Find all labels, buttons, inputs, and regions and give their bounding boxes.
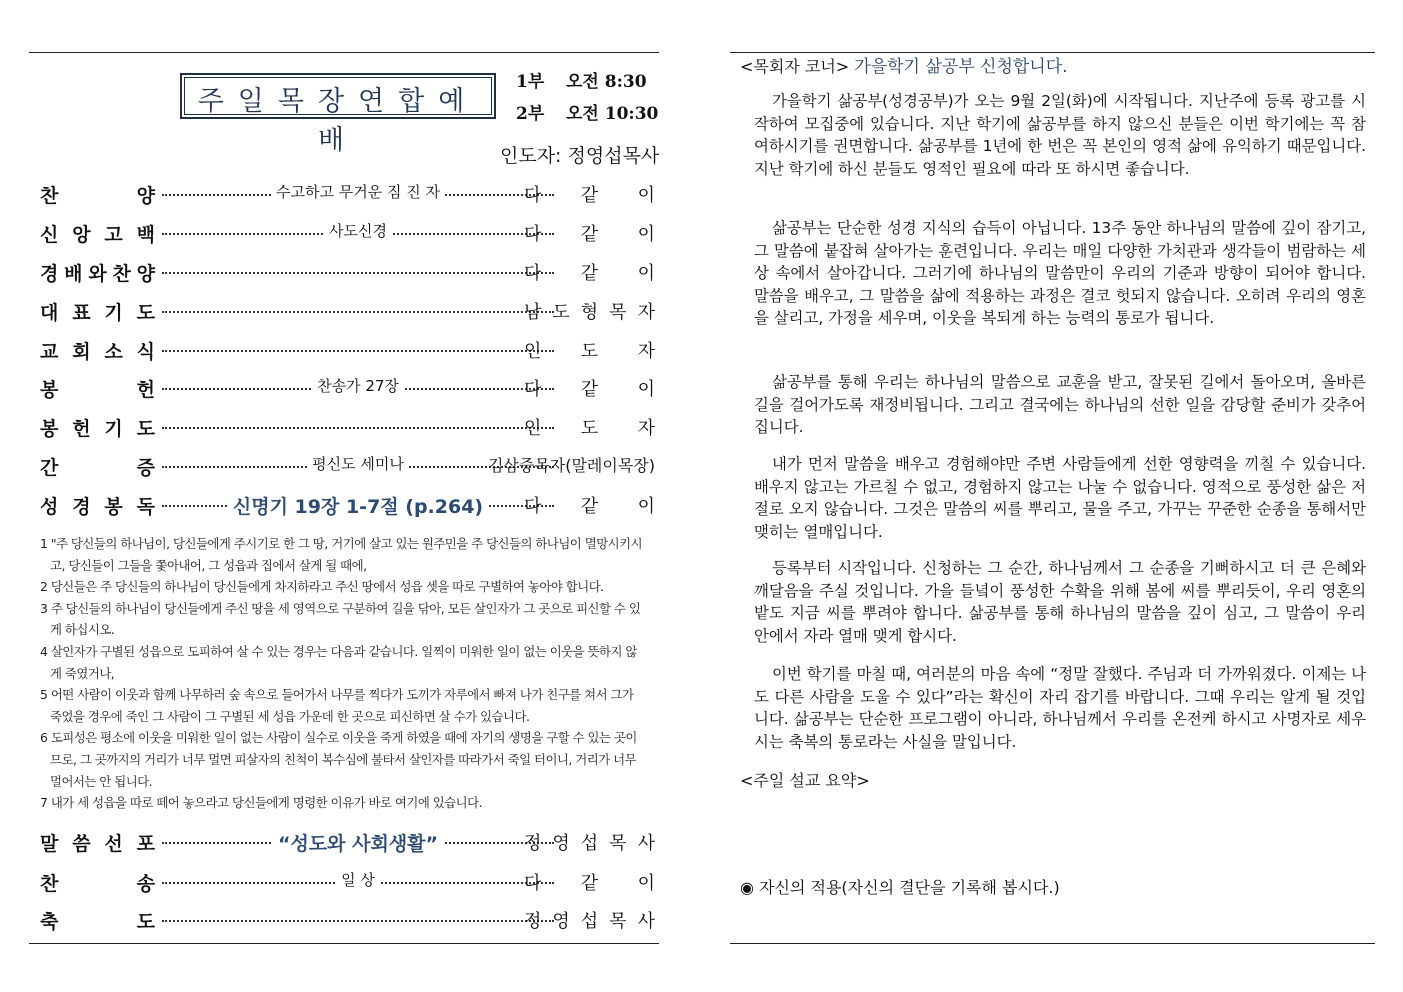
order-item-detail: [162, 181, 554, 202]
verse: 6 도피성은 평소에 이웃을 미워한 일이 없는 사람이 실수로 이웃을 죽게 하였을 때에 자기의 생명을 구할 수 있는 곳이므로, 그 곳까지의 거리가 너무 멀면 피살자의 친척이 복수심에 불타서 살인자를 따라가서 죽일 터이니, 거리가 너무 멀어서는 안 됩니다.: [40, 730, 637, 789]
right-bottom-rule: [730, 943, 1375, 944]
order-label-char: 간: [40, 457, 59, 479]
order-person-char: 이: [637, 379, 655, 400]
order-label: [40, 220, 155, 247]
order-item-detail-text: 평신도 세미나: [307, 455, 409, 473]
order-row: [40, 375, 655, 403]
scripture-verses: [40, 533, 646, 814]
corner-title: 가을학기 삶공부 신청합니다.: [854, 57, 1068, 77]
order-item-person: [524, 869, 655, 895]
order-person-char: 영: [552, 911, 570, 932]
order-label-char: 배: [64, 263, 83, 285]
column-paragraph: 이번 학기를 마칠 때, 여러분의 마음 속에 “정말 잘했다. 주님과 더 가까워졌다. 이제는 나도 다른 사람을 도울 수 있다”라는 확신이 자리 잡기를 바랍니다. 그때 우리는 알게 될 것입니다. 삶공부는 단순한 프로그램이 아니라, 하나님께서 우리를 온전케 하시고 사명자로 세우시는 축복의 통로라는 사실을 말입니다.: [754, 665, 1366, 751]
order-person-char: 다: [524, 496, 542, 517]
order-label-char: 찬: [112, 263, 131, 285]
order-person-char: 이: [637, 263, 655, 284]
order-person-char: 목: [609, 911, 627, 932]
order-row: [40, 220, 655, 248]
column-paragraph: 가을학기 삶공부(성경공부)가 오는 9월 2일(화)에 시작됩니다. 지난주에 등록 광고를 시작하여 모집중에 있습니다. 지난 학기에 삶공부를 하지 않으신 분들은 이번 학기에는 꼭 참여하시기를 권면합니다. 삶공부를 1년에 한 번은 꼭 본인의 영적 삶에 유익하기 때문입니다. 지난 학기에 하신 분들도 영적인 필요에 따라 또 하시면 좋습니다.: [754, 92, 1366, 178]
order-label: [40, 375, 155, 402]
order-label-char: 양: [136, 185, 155, 207]
order-person-char: 형: [580, 302, 599, 323]
pastor-corner-heading: [740, 52, 1068, 77]
order-person-char: 사: [637, 833, 655, 854]
order-label-char: 와: [88, 263, 107, 285]
order-person-char: 이: [637, 224, 655, 245]
order-person-char: 다: [524, 873, 542, 894]
order-label-char: 말: [40, 833, 59, 855]
order-label: [40, 907, 155, 934]
order-item-person: [524, 298, 655, 324]
service-time-2: [516, 99, 659, 124]
order-item-detail-text: 사도신경: [324, 222, 392, 240]
order-label: [40, 453, 155, 480]
verse: 5 어떤 사람이 이웃과 함께 나무하러 숲 속으로 들어가서 나무를 찍다가 도끼가 자루에서 빠져 나가 친구를 쳐서 그가 죽었을 경우에 죽인 그 사람이 그 구별된 세 성읍 가운데 한 곳으로 피신하면 살 수가 있습니다.: [40, 687, 634, 724]
dot-leader: [162, 920, 554, 922]
order-label-char: 식: [136, 341, 155, 363]
order-label-char: 봉: [40, 418, 59, 440]
verse: 2 당신들은 주 당신들의 하나님이 당신들에게 차지하라고 주신 땅에서 성읍 셋을 따로 구별하여 놓아야 합니다.: [40, 579, 604, 595]
order-label-char: 찬: [40, 185, 59, 207]
dot-leader: [162, 311, 554, 313]
order-row: [40, 829, 655, 857]
order-person-char: 자: [637, 302, 655, 323]
order-person-char: 자: [637, 341, 655, 362]
order-row: [40, 337, 655, 365]
order-item-detail-text: 일 상: [336, 871, 380, 889]
order-item-detail: [162, 220, 554, 241]
service-part-1: 1부: [516, 72, 545, 92]
order-item-person: [524, 492, 655, 518]
order-label-char: 고: [104, 224, 123, 246]
order-person-char: 영: [552, 833, 570, 854]
order-label-char: 기: [104, 302, 123, 324]
order-label-char: 경: [40, 263, 59, 285]
order-person-char: 이: [637, 496, 655, 517]
order-person-text: 김삼중목자(말레이목장): [487, 456, 655, 475]
order-label-char: 증: [136, 457, 155, 479]
order-person-char: 섭: [580, 833, 599, 854]
order-person-char: 다: [524, 224, 542, 245]
order-item-detail-text: 찬송가 27장: [312, 377, 404, 395]
order-label-char: 봉: [40, 379, 59, 401]
order-item-person: [524, 907, 655, 933]
order-label: [40, 492, 155, 519]
order-person-char: 같: [580, 496, 599, 517]
order-row: [40, 492, 655, 520]
dot-leader: [162, 350, 554, 352]
order-person-char: 도: [580, 341, 599, 362]
order-label-char: 독: [136, 496, 155, 518]
order-person-char: 정: [524, 911, 542, 932]
order-label-char: 기: [104, 418, 123, 440]
order-label-char: 회: [72, 341, 91, 363]
order-label-char: 도: [136, 418, 155, 440]
order-label-char: 도: [136, 911, 155, 933]
order-item-detail: [162, 829, 554, 856]
order-label-char: 경: [72, 496, 91, 518]
order-item-person: [524, 337, 655, 363]
order-person-char: 같: [580, 224, 599, 245]
order-label-char: 송: [136, 873, 155, 895]
order-label-char: 양: [136, 263, 155, 285]
order-item-detail-text: 신명기 19장 1-7절 (p.264): [228, 496, 488, 518]
order-person-char: 이: [637, 185, 655, 206]
order-label-char: 표: [72, 302, 91, 324]
order-label-char: 헌: [136, 379, 155, 401]
order-person-char: 다: [524, 379, 542, 400]
order-item-person: [524, 414, 655, 440]
order-label: [40, 337, 155, 364]
left-bottom-rule: [29, 943, 659, 944]
order-item-detail: [162, 375, 554, 396]
order-label: [40, 298, 155, 325]
order-person-char: 같: [580, 873, 599, 894]
order-label-char: 백: [136, 224, 155, 246]
verse: 1 "주 당신들의 하나님이, 당신들에게 주시기로 한 그 땅, 거기에 살고 있는 원주민을 주 당신들의 하나님이 멸망시키시고, 당신들이 그들을 쫓아내어, 그 성읍과 집에서 살게 될 때에,: [40, 536, 643, 573]
column-paragraph: 삶공부를 통해 우리는 하나님의 말씀으로 교훈을 받고, 잘못된 길에서 돌아오며, 올바른 길을 걸어가도록 재정비됩니다. 그리고 결국에는 하나님의 선한 일을 감당할 준비가 갖추어집니다.: [754, 373, 1366, 437]
order-label-char: 찬: [40, 873, 59, 895]
order-person-char: 섭: [580, 911, 599, 932]
verse: 7 내가 세 성읍을 따로 떼어 놓으라고 당신들에게 명령한 이유가 바로 여기에 있습니다.: [40, 795, 483, 811]
order-label: [40, 829, 155, 856]
sermon-summary-heading: <주일 설교 요약>: [740, 771, 870, 790]
service-title-box: [180, 73, 496, 156]
order-row: [40, 869, 655, 897]
order-label-char: 씀: [72, 833, 91, 855]
order-row: [40, 453, 655, 481]
order-item-detail: [162, 869, 554, 890]
order-label-char: 봉: [104, 496, 123, 518]
order-label-char: 소: [104, 341, 123, 363]
order-person-char: 이: [637, 873, 655, 894]
column-paragraph: 내가 먼저 말씀을 배우고 경험해야만 주변 사람들에게 선한 영향력을 끼칠 수 있습니다. 배우지 않고는 가르칠 수 없고, 경험하지 않고는 나눌 수 없습니다. 영적으로 풍성한 삶은 저절로 오지 않습니다. 그것은 말씀의 씨를 뿌리고, 물을 주고, 가꾸는 꾸준한 순종을 통해서만 맺히는 열매입니다.: [754, 455, 1366, 541]
order-item-person: [524, 181, 655, 207]
order-label-char: 대: [40, 302, 59, 324]
order-person-char: 인: [524, 341, 542, 362]
order-item-person: [524, 220, 655, 246]
order-person-char: 도: [552, 302, 570, 323]
left-top-rule: [29, 52, 659, 53]
order-person-char: 같: [580, 379, 599, 400]
order-label-char: 헌: [72, 418, 91, 440]
order-label: [40, 869, 155, 896]
order-label-char: 축: [40, 911, 59, 933]
order-label-char: 앙: [72, 224, 91, 246]
order-person-char: 도: [580, 418, 599, 439]
order-person-char: 사: [637, 911, 655, 932]
order-person-char: 남: [524, 302, 542, 323]
order-label-char: 도: [136, 302, 155, 324]
order-person-char: 정: [524, 833, 542, 854]
order-label-char: 신: [40, 224, 59, 246]
service-time-value-1: 오전 8:30: [566, 72, 647, 92]
column-paragraph: 삶공부는 단순한 성경 지식의 습득이 아닙니다. 13주 동안 하나님의 말씀에 깊이 잠기고, 그 말씀에 붙잡혀 살아가는 훈련입니다. 우리는 매일 다양한 가치관과 생각들이 범람하는 세상 속에서 살아갑니다. 그러기에 하나님의 말씀만이 우리의 기준과 방향이 되어야 합니다. 말씀을 배우고, 그 말씀을 삶에 적용하는 과정은 결코 헛되지 않습니다. 오히려 우리의 영혼을 살리고, 가정을 세우며, 이웃을 복되게 하는 능력의 통로가 됩니다.: [754, 219, 1366, 328]
order-label-char: 선: [104, 833, 123, 855]
order-person-char: 다: [524, 185, 542, 206]
order-label: [40, 414, 155, 441]
order-label: [40, 259, 155, 286]
order-item-detail-text: “성도와 사회생활”: [273, 833, 443, 855]
order-item-person: [524, 375, 655, 401]
order-person-char: 다: [524, 263, 542, 284]
order-row: [40, 298, 655, 326]
order-item-person: [524, 829, 655, 855]
order-row: [40, 181, 655, 209]
order-row: [40, 259, 655, 287]
order-item-detail-text: 수고하고 무거운 짐 진 자: [271, 183, 445, 201]
order-row: [40, 414, 655, 442]
order-label-char: 성: [40, 496, 59, 518]
verse: 4 살인자가 구별된 성읍으로 도피하여 살 수 있는 경우는 다음과 같습니다. 일찍이 미워한 일이 없는 이웃을 뜻하지 않게 죽였거나,: [40, 643, 637, 681]
order-person-char: 인: [524, 418, 542, 439]
order-item-person: [524, 259, 655, 285]
order-person-char: 같: [580, 185, 599, 206]
dot-leader: [162, 272, 554, 274]
order-person-char: 같: [580, 263, 599, 284]
order-item-person: [470, 453, 655, 476]
order-row: [40, 907, 655, 935]
leader: 인도자: 정영섭목사: [500, 145, 660, 167]
service-title: 주일목장연합예배: [197, 86, 479, 156]
corner-prefix: <목회자 코너>: [740, 57, 850, 76]
column-paragraph: 등록부터 시작입니다. 신청하는 그 순간, 하나님께서 그 순종을 기뻐하시고 더 큰 은혜와 깨달음을 주실 것입니다. 가을 들녘이 풍성한 수확을 위해 봄에 씨를 뿌리듯이, 우리 영혼의 밭도 지금 씨를 뿌려야 합니다. 삶공부를 통해 하나님의 말씀을 깊이 심고, 그 말씀이 우리 안에서 자라 열매 맺게 합시다.: [754, 559, 1366, 645]
order-label-char: 포: [136, 833, 155, 855]
order-label: [40, 181, 155, 208]
service-time-1: [516, 67, 647, 92]
personal-application: ◉ 자신의 적용(자신의 결단을 기록해 봅시다.): [740, 878, 1060, 897]
order-person-char: 목: [609, 302, 627, 323]
service-part-2: 2부: [516, 104, 545, 124]
dot-leader: [162, 427, 554, 429]
order-person-char: 목: [609, 833, 627, 854]
order-person-char: 자: [637, 418, 655, 439]
order-label-char: 교: [40, 341, 59, 363]
service-time-value-2: 오전 10:30: [566, 104, 659, 124]
order-item-detail: [162, 492, 554, 519]
verse: 3 주 당신들의 하나님이 당신들에게 주신 땅을 세 영역으로 구분하여 길을 닦아, 모든 살인자가 그 곳으로 피신할 수 있게 하십시오.: [40, 600, 641, 638]
